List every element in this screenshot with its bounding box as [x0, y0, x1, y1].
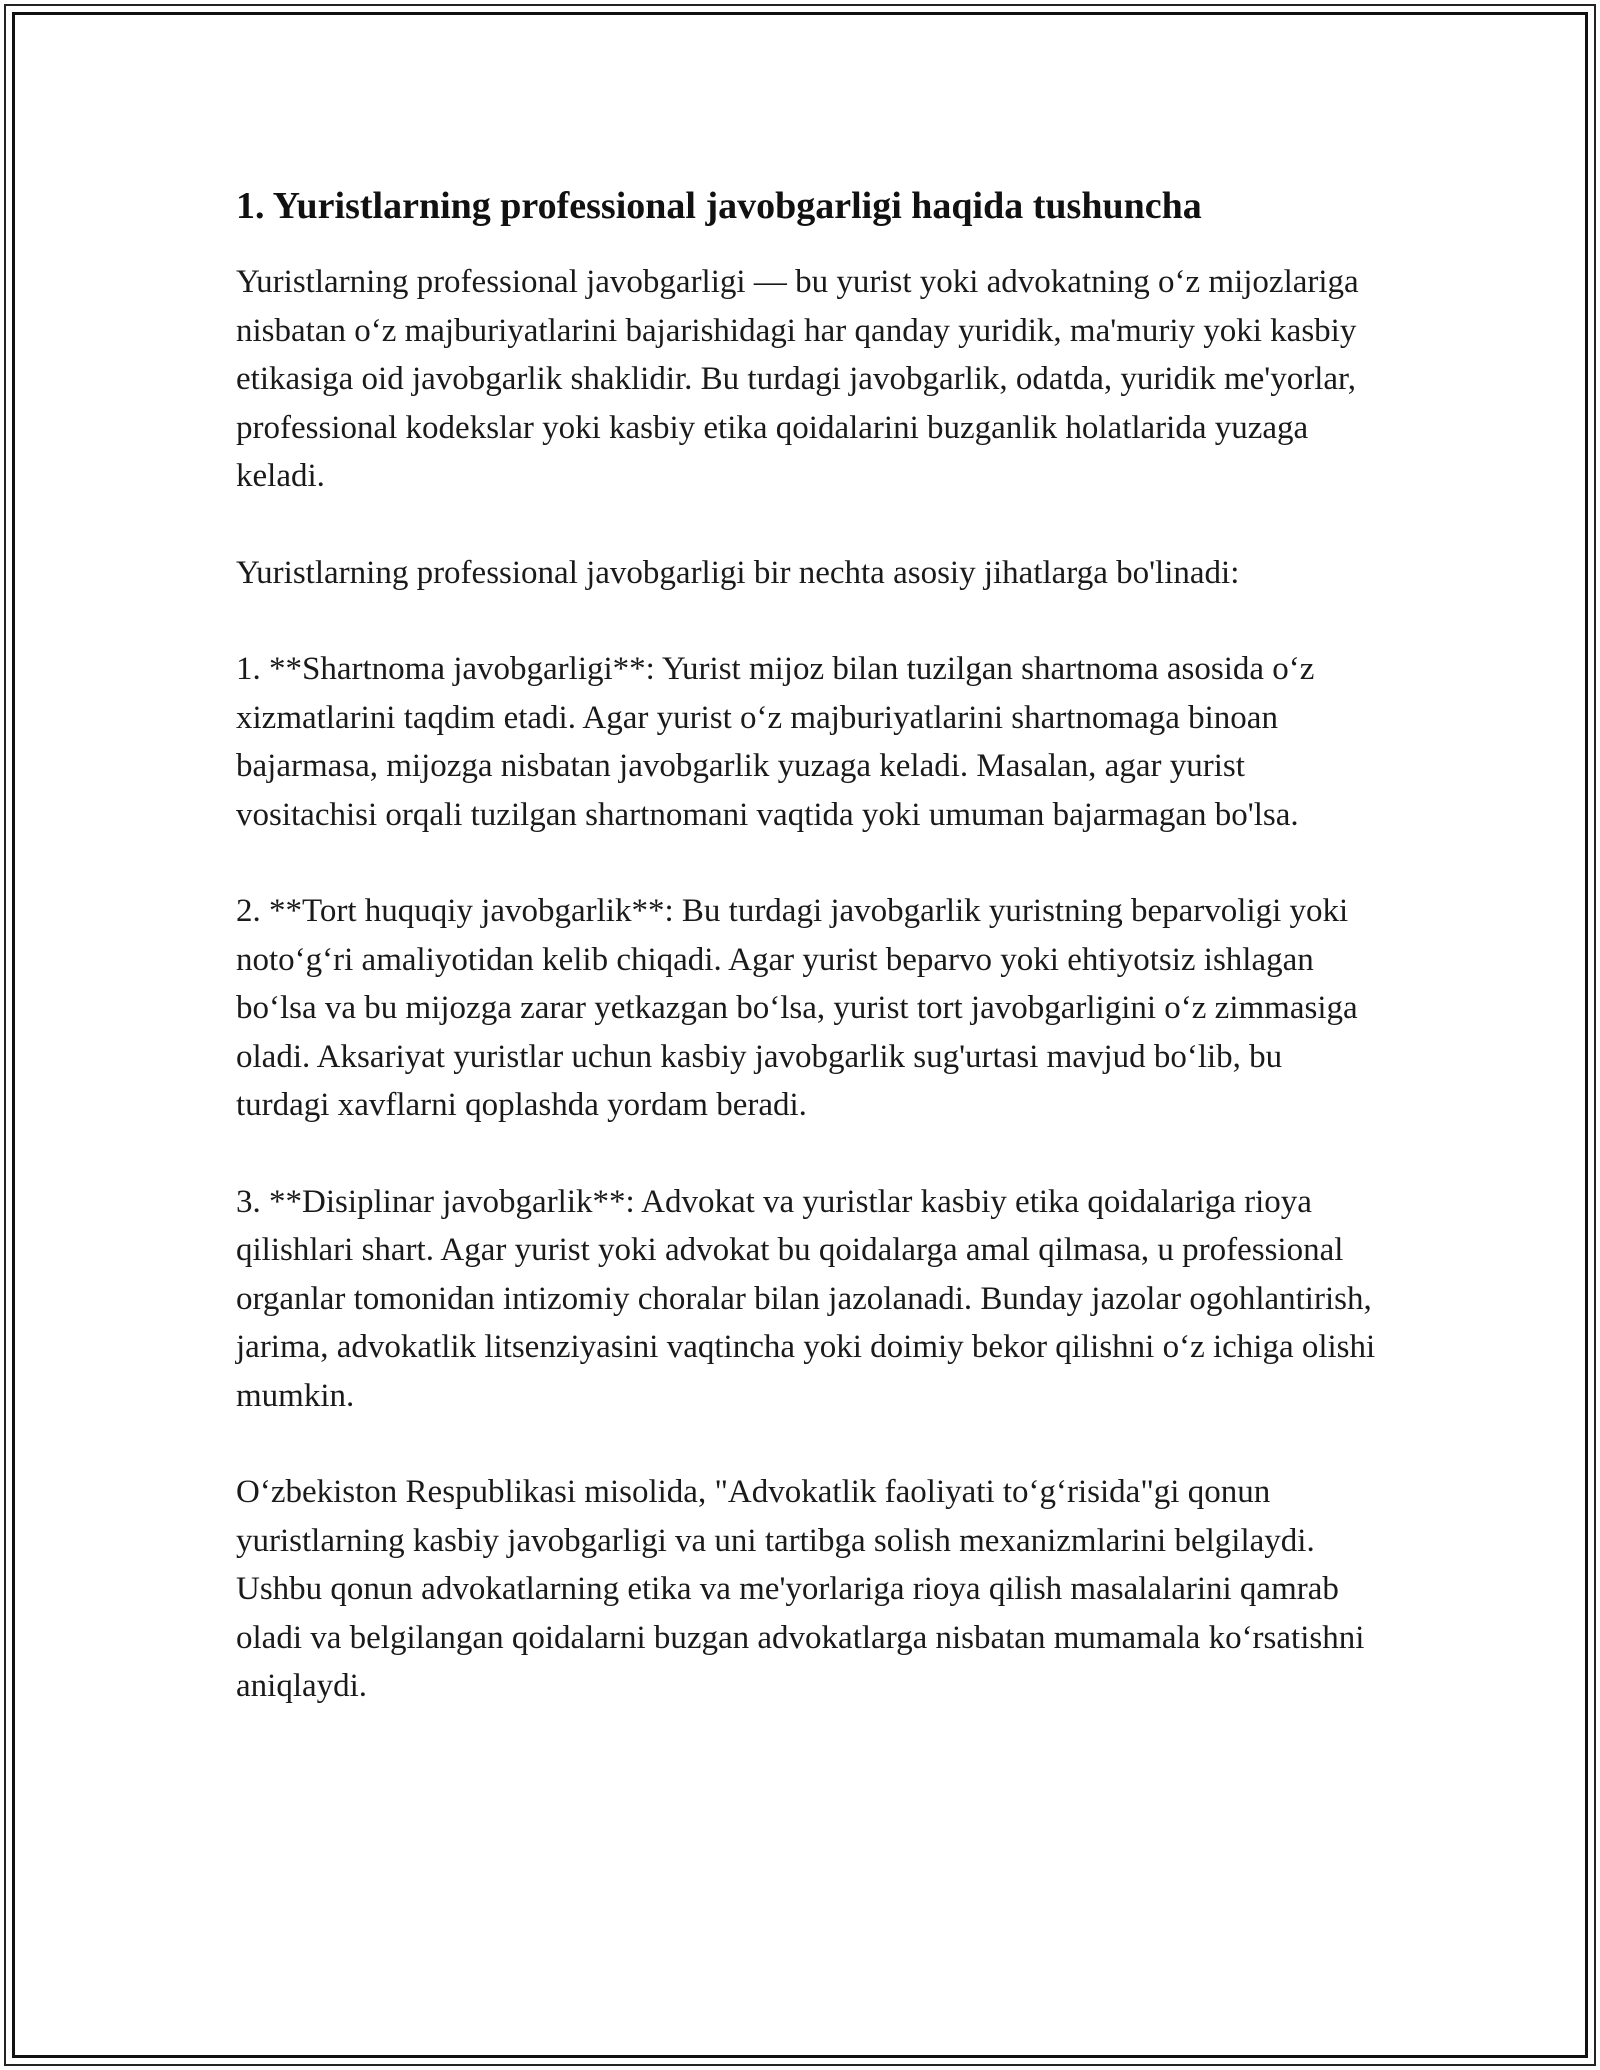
paragraph-intro-list: Yuristlarning professional javobgarligi bir nechta asosiy jihatlarga bo'linadi: [236, 554, 1240, 591]
paragraph-tort-liability: 2. **Tort huquqiy javobgarlik**: Bu turdagi javobgarlik yuristning beparvoligi yoki noto‘g‘ri amaliyotidan kelib chiqadi. Agar yurist beparvo yoki ehtiyotsiz ishlagan bo‘lsa va bu mijozga zarar yetkazgan bo‘lsa, yurist tort javobgarligini o‘z zimmasiga oladi. Aksariyat yuristlar uchun kasbiy javobgarlik sug'urtasi mavjud bo‘lib, bu turdagi xavflarni qoplashda yordam beradi. [236, 893, 1358, 1123]
document-body [236, 182, 1376, 1759]
section-heading: 1. Yuristlarning professional javobgarligi haqida tushuncha [236, 185, 1202, 227]
paragraph-disciplinary-liability: 3. **Disiplinar javobgarlik**: Advokat va yuristlar kasbiy etika qoidalariga rioya qilishlari shart. Agar yurist yoki advokat bu qoidalarga amal qilmasa, u professional organlar tomonidan intizomiy choralar bilan jazolanadi. Bunday jazolar ogohlantirish, jarima, advokatlik litsenziyasini vaqtincha yoki doimiy bekor qilishni o‘z ichiga olishi mumkin. [236, 1183, 1376, 1414]
paragraph-contract-liability: 1. **Shartnoma javobgarligi**: Yurist mijoz bilan tuzilgan shartnoma asosida o‘z xizmatlarini taqdim etadi. Agar yurist o‘z majburiyatlarini shartnomaga binoan bajarmasa, mijozga nisbatan javobgarlik yuzaga keladi. Masalan, agar yurist vositachisi orqali tuzilgan shartnomani vaqtida yoki umuman bajarmagan bo'lsa. [236, 651, 1315, 833]
paragraph-definition: Yuristlarning professional javobgarligi — bu yurist yoki advokatning o‘z mijozlariga nisbatan o‘z majburiyatlarini bajarishidagi har qanday yuridik, ma'muriy yoki kasbiy etikasiga oid javobgarlik shaklidir. Bu turdagi javobgarlik, odatda, yuridik me'yorlar, professional kodekslar yoki kasbiy etika qoidalarini buzganlik holatlarida yuzaga keladi. [236, 264, 1359, 494]
paragraph-uzbekistan-law: O‘zbekiston Respublikasi misolida, "Advokatlik faoliyati to‘g‘risida"gi qonun yuristlarning kasbiy javobgarligi va uni tartibga solish mexanizmlarini belgilaydi. Ushbu qonun advokatlarning etika va me'yorlariga rioya qilish masalalarini qamrab oladi va belgilangan qoidalarni buzgan advokatlarga nisbatan mumamala ko‘rsatishni aniqlaydi. [236, 1474, 1365, 1704]
